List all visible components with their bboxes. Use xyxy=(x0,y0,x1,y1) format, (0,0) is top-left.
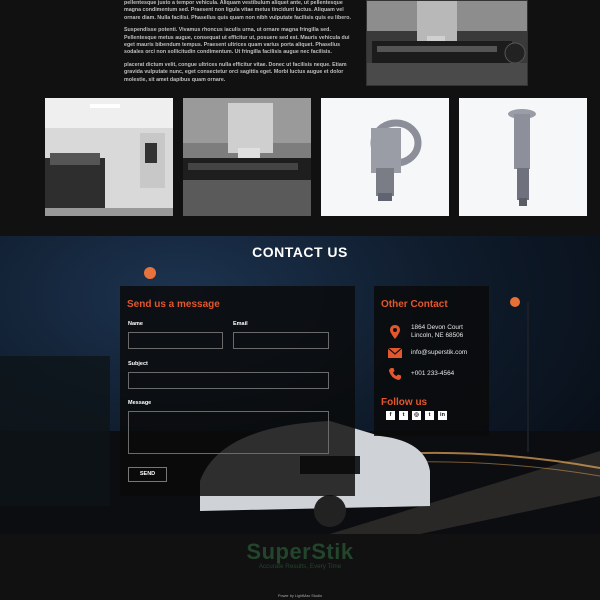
about-paragraph: Suspendisse potenti. Vivamus rhoncus iaculis urna, ut ornare magna fringilla sed. Pellentesque metus augue, consequat ut efficitur ut, posuere sed est. Mauris vehicula dui eget mauris bibendum tempus. Praesent ultrices quam varius porta aliquet. Phasellus sodales orci non sollicitudin condimentum. Ut fringilla facilisis augue nec facilisis. xyxy=(124,27,350,56)
email-field[interactable] xyxy=(233,332,329,349)
superstik-logo: SuperStik xyxy=(246,539,354,564)
facebook-icon[interactable]: f xyxy=(386,411,395,420)
section-title: CONTACT US xyxy=(252,244,348,260)
phone-icon xyxy=(388,367,402,381)
subject-field[interactable] xyxy=(128,372,329,389)
social-icons xyxy=(386,411,451,420)
about-text xyxy=(124,0,354,89)
address-row xyxy=(388,324,463,340)
about-section xyxy=(0,0,600,98)
tumblr-icon[interactable]: t xyxy=(425,411,434,420)
message-label: Message xyxy=(128,400,152,406)
message-form xyxy=(120,286,355,496)
envelope-icon xyxy=(388,346,402,360)
gallery-image-part-render[interactable] xyxy=(321,98,449,216)
footer xyxy=(0,534,600,600)
address-line1: 1864 Devon Court xyxy=(411,324,463,331)
milling-machine-photo xyxy=(366,0,528,86)
subject-label: Subject xyxy=(128,361,148,367)
twitter-icon[interactable]: t xyxy=(399,411,408,420)
address-text xyxy=(411,324,463,340)
email-label: Email xyxy=(233,321,248,327)
message-textarea[interactable] xyxy=(128,411,329,454)
name-label: Name xyxy=(128,321,143,327)
contact-section xyxy=(0,236,600,534)
gallery xyxy=(0,98,600,236)
instagram-icon[interactable]: ◎ xyxy=(412,411,421,420)
email-row xyxy=(388,346,467,360)
other-contact-panel xyxy=(374,286,489,436)
name-field[interactable] xyxy=(128,332,223,349)
follow-heading: Follow us xyxy=(381,397,428,408)
phone-row xyxy=(388,367,454,381)
powered-by-text[interactable]: Power by LightMax Studio xyxy=(277,594,323,598)
about-paragraph: placerat dictum velit, congue ultrices nulla efficitur vitae. Donec ut facilisis neque. Etiam gravida vulputate nunc, eget consectetur orci sagittis eget. Morbi luctus augue et dolor molestie, sit amet dapibus quam ornare. xyxy=(124,61,347,83)
other-contact-heading: Other Contact xyxy=(381,299,448,310)
form-heading: Send us a message xyxy=(127,299,220,310)
address-line2: Lincoln, NE 68506 xyxy=(411,332,464,339)
about-paragraph: pellentesque justo a tempor vehicula. Aliquam vestibulum aliquet ante, ut pellentesque magna condimentum sed. Praesent non ligula vitae metus tincidunt luctus. Aliquam vel ornare diam. Nulla facilisi. Phasellus quis quam non nibh vulputate facilisis quis eu libero. xyxy=(124,0,351,21)
gallery-image-workshop[interactable] xyxy=(45,98,173,216)
phone-text: +001 233-4564 xyxy=(411,370,455,377)
gallery-image-shaft-render[interactable] xyxy=(459,98,587,216)
send-button[interactable]: SEND xyxy=(128,467,167,482)
logo-tagline: Accurate Results, Every Time xyxy=(258,563,342,570)
gallery-image-mill[interactable] xyxy=(183,98,311,216)
email-link[interactable]: info@superstik.com xyxy=(411,349,468,356)
linkedin-icon[interactable]: in xyxy=(438,411,447,420)
map-pin-icon xyxy=(388,325,402,339)
